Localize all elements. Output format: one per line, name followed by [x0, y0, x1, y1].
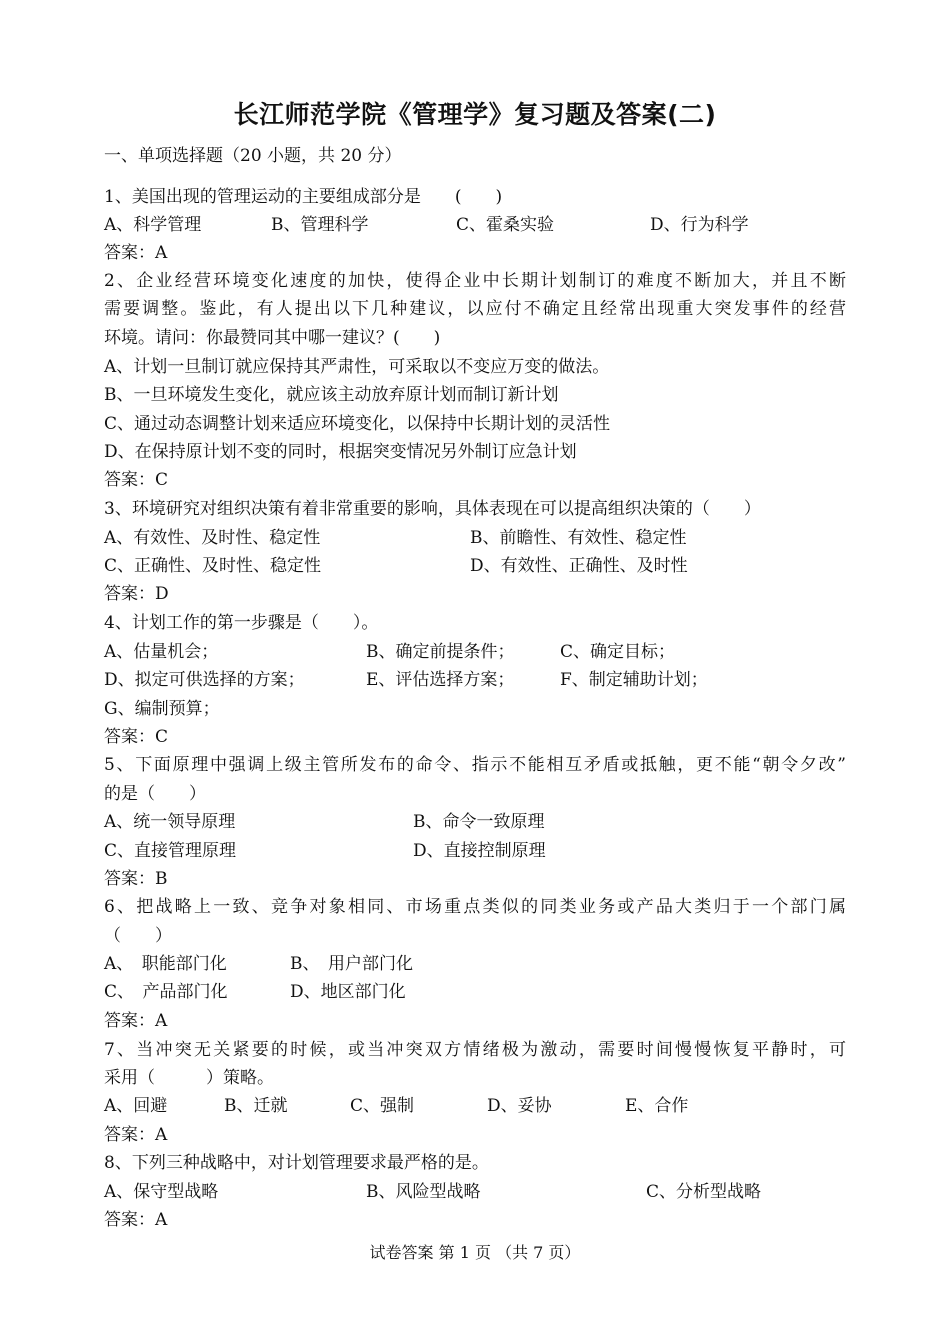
option: E、评估选择方案；	[366, 670, 515, 690]
option: D、有效性、正确性、及时性	[470, 556, 688, 576]
option: B、风险型战略	[366, 1182, 481, 1202]
question-stem: 环境。请问：你最赞同其中哪一建议？( )	[104, 328, 441, 348]
answer-line: 答案：C	[104, 470, 169, 490]
option: F、制定辅助计划；	[560, 670, 708, 690]
question-stem: 6、把战略上一致、竞争对象相同、市场重点类似的同类业务或产品大类归于一个部门属	[104, 897, 846, 917]
option: A、计划一旦制订就应保持其严肃性，可采取以不变应万变的做法。	[104, 357, 610, 377]
question-stem: （ ）	[104, 926, 172, 946]
question-stem: 需要调整。鉴此，有人提出以下几种建议，以应付不确定且经常出现重大突发事件的经营	[104, 299, 846, 319]
option: C、分析型战略	[646, 1182, 762, 1202]
option: C、 产品部门化	[104, 982, 228, 1002]
answer-line: 答案：A	[104, 1125, 168, 1145]
page-footer: 试卷答案 第 1 页 （共 7 页）	[369, 1243, 581, 1262]
question-stem: 5、下面原理中强调上级主管所发布的命令、指示不能相互矛盾或抵触，更不能“朝令夕改”	[104, 755, 846, 775]
question-stem: 2、企业经营环境变化速度的加快，使得企业中长期计划制订的难度不断加大，并且不断	[104, 271, 846, 291]
option: B、一旦环境发生变化，就应该主动放弃原计划而制订新计划	[104, 385, 559, 405]
option: D、行为科学	[650, 215, 749, 235]
option: G、编制预算；	[104, 699, 220, 719]
question-stem: 采用（ ）策略。	[104, 1068, 274, 1088]
answer-line: 答案：A	[104, 243, 168, 263]
answer-line: 答案：B	[104, 869, 168, 889]
answer-line: 答案：A	[104, 1011, 168, 1031]
answer-line: 答案：A	[104, 1210, 168, 1230]
option: B、确定前提条件；	[366, 642, 515, 662]
option: D、地区部门化	[290, 982, 406, 1002]
option: B、 用户部门化	[290, 954, 413, 974]
option: A、有效性、及时性、稳定性	[104, 528, 321, 548]
option: A、科学管理	[104, 215, 202, 235]
document-title: 长江师范学院《管理学》复习题及答案(二)	[233, 100, 717, 129]
option: C、正确性、及时性、稳定性	[104, 556, 322, 576]
option: A、统一领导原理	[104, 812, 236, 832]
option: A、 职能部门化	[104, 954, 227, 974]
question-stem: 的是（ ）	[104, 784, 206, 804]
option: B、管理科学	[271, 215, 369, 235]
question-stem: 4、计划工作的第一步骤是（ ）。	[104, 613, 379, 633]
question-stem: 1、美国出现的管理运动的主要组成部分是 ( )	[104, 187, 503, 207]
answer-line: 答案：D	[104, 584, 169, 604]
option: C、强制	[350, 1096, 415, 1116]
option: C、直接管理原理	[104, 841, 237, 861]
option: A、保守型战略	[104, 1182, 219, 1202]
option: B、命令一致原理	[413, 812, 545, 832]
option: A、估量机会；	[104, 642, 219, 662]
question-stem: 8、下列三种战略中，对计划管理要求最严格的是。	[104, 1153, 489, 1173]
option: B、迁就	[224, 1096, 288, 1116]
option: D、在保持原计划不变的同时，根据突变情况另外制订应急计划	[104, 442, 577, 462]
answer-line: 答案：C	[104, 727, 169, 747]
option: A、回避	[104, 1096, 168, 1116]
option: B、前瞻性、有效性、稳定性	[470, 528, 687, 548]
option: C、通过动态调整计划来适应环境变化，以保持中长期计划的灵活性	[104, 414, 611, 434]
question-stem: 3、环境研究对组织决策有着非常重要的影响，具体表现在可以提高组织决策的（ ）	[104, 499, 761, 519]
option: E、合作	[625, 1096, 689, 1116]
section-header: 一、单项选择题（20 小题，共 20 分）	[104, 146, 402, 166]
option: C、霍桑实验	[456, 215, 555, 235]
question-stem: 7、当冲突无关紧要的时候，或当冲突双方情绪极为激动，需要时间慢慢恢复平静时，可	[104, 1040, 846, 1060]
option: C、确定目标；	[560, 642, 676, 662]
option: D、妥协	[487, 1096, 552, 1116]
option: D、直接控制原理	[413, 841, 546, 861]
option: D、拟定可供选择的方案；	[104, 670, 305, 690]
